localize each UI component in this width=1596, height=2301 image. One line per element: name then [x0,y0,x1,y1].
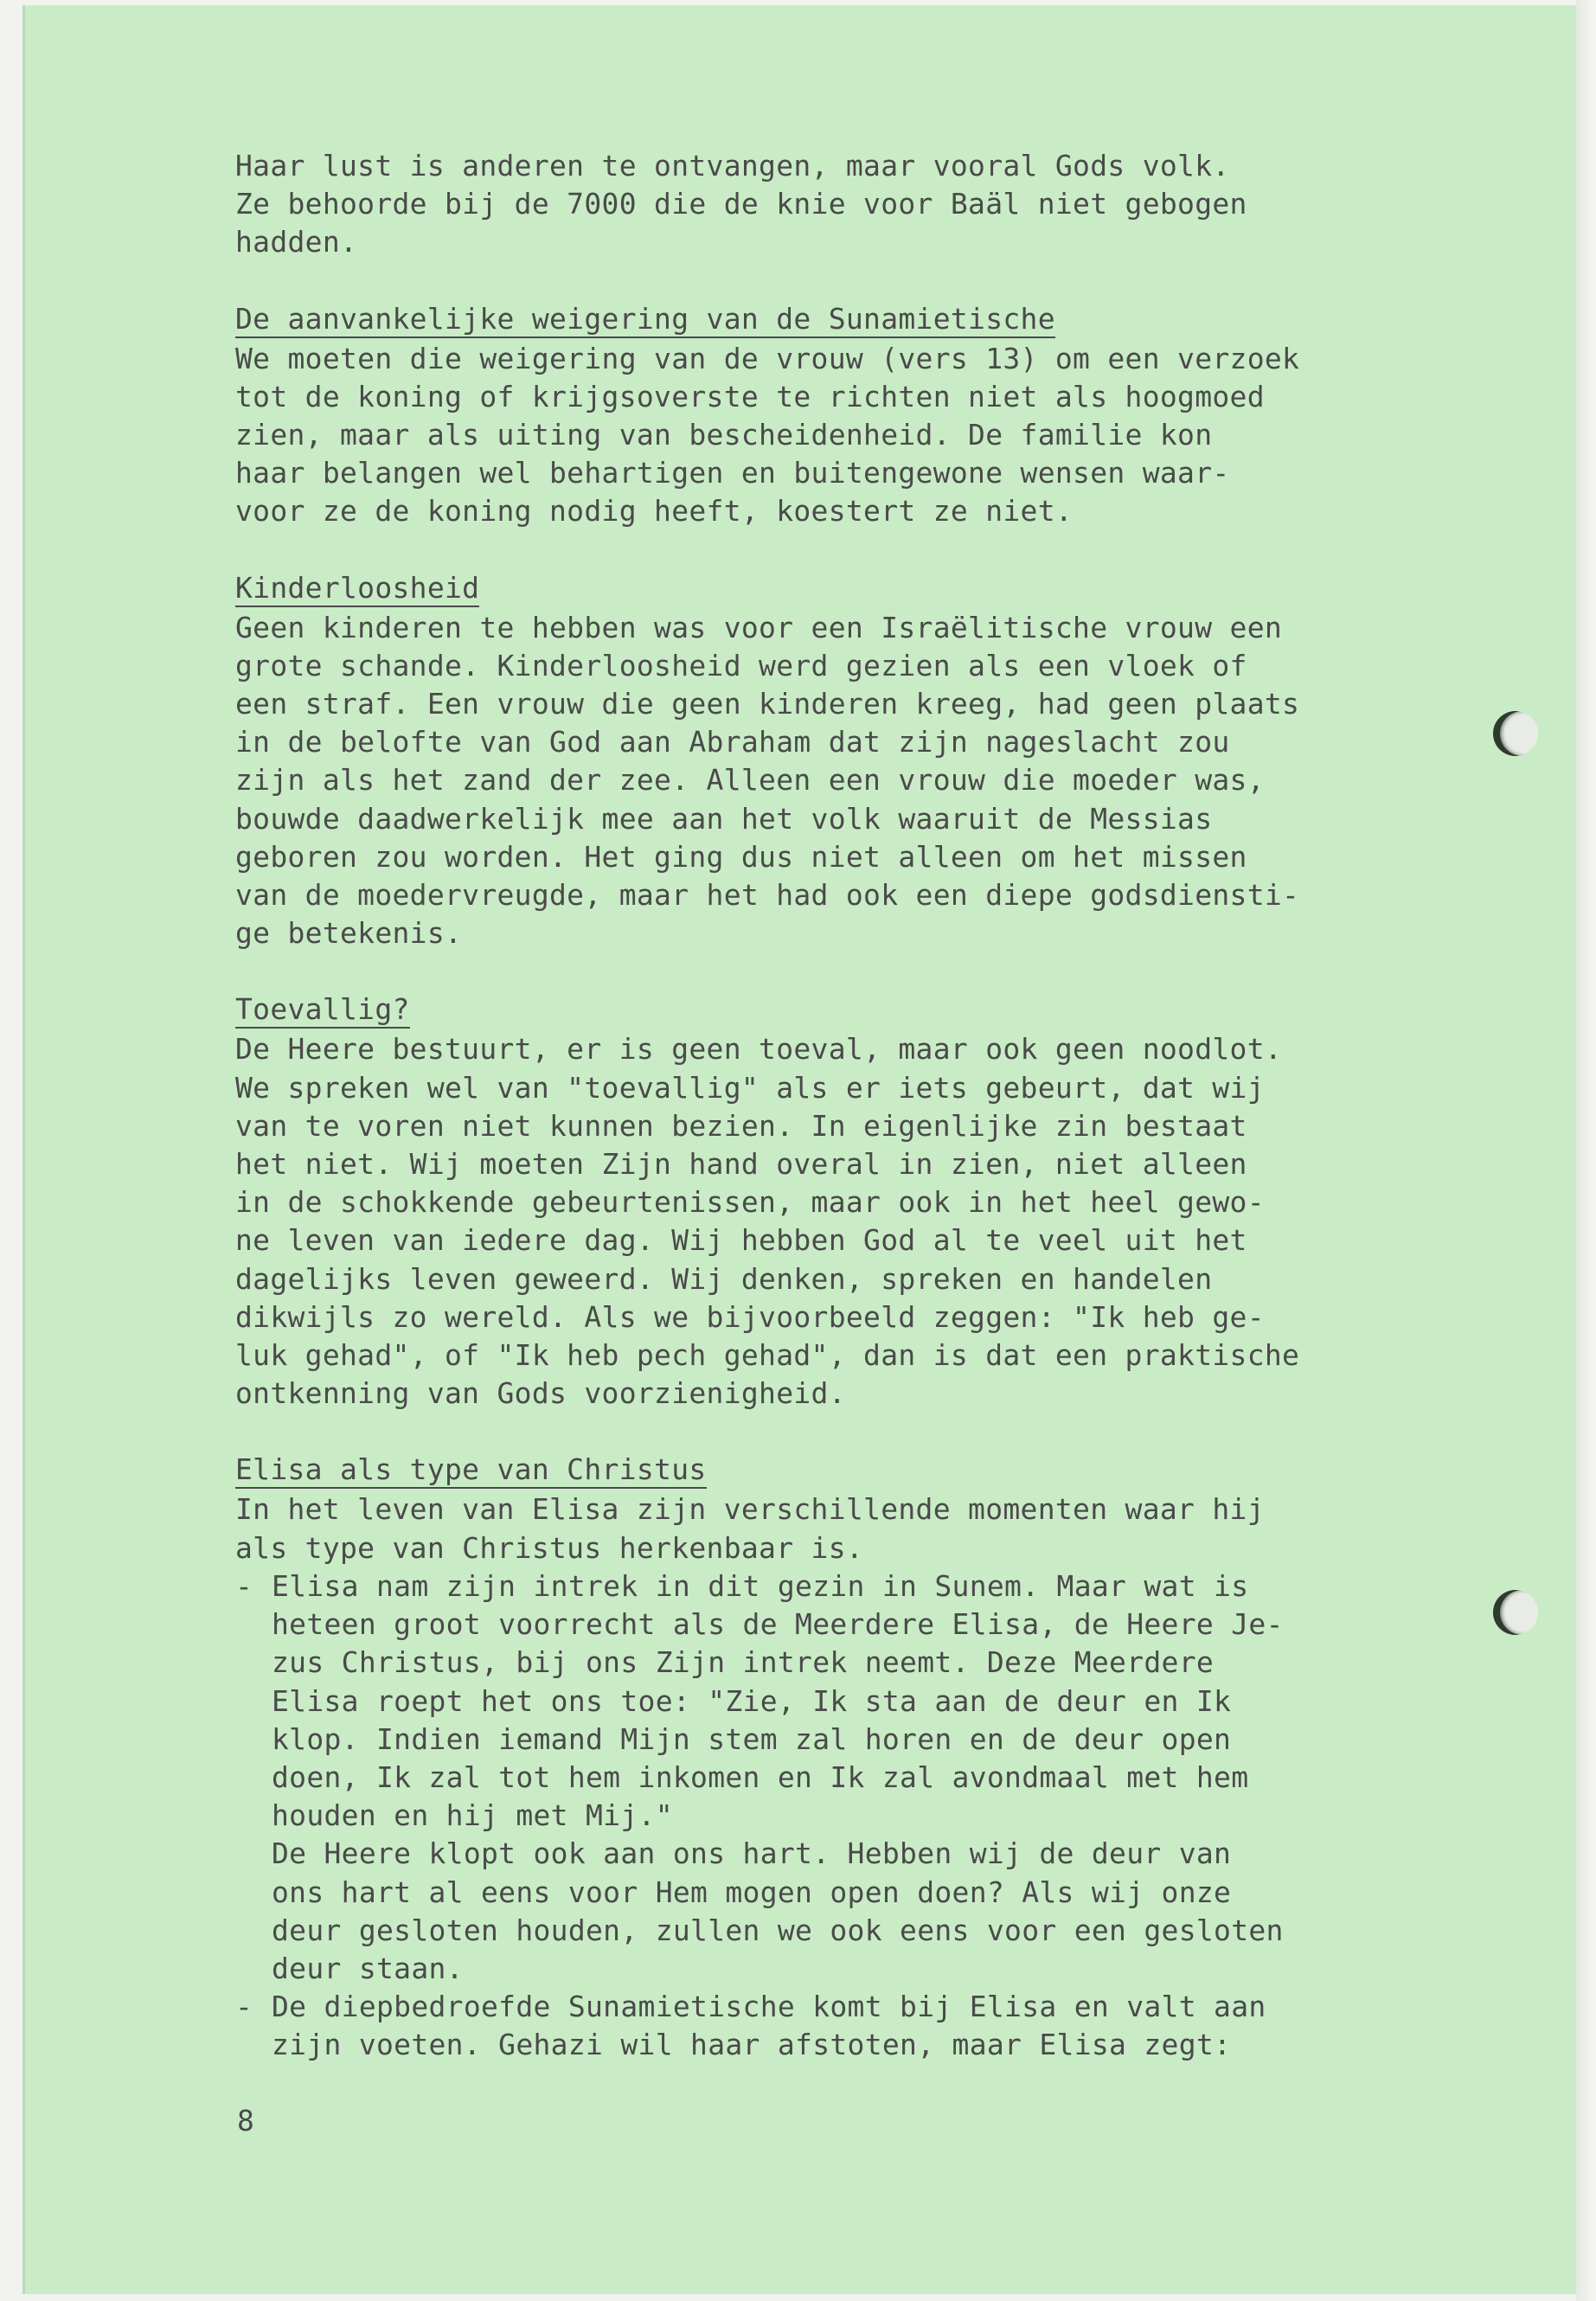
text-line: heteen groot voorrecht als de Meerdere Elisa, de Heere Je- [272,1607,1284,1642]
section-heading: Elisa als type van Christus [235,1452,707,1489]
list-item [235,1567,1446,1835]
text-line: van te voren niet kunnen bezien. In eigenlijke zin bestaat [235,1108,1247,1143]
text-line: zijn als het zand der zee. Alleen een vrouw die moeder was, [235,763,1265,798]
section-paragraph [235,340,1446,531]
text-line: voor ze de koning nodig heeft, koestert ze niet. [235,494,1074,529]
text-line: in de schokkende gebeurtenissen, maar ook in het heel gewo- [235,1185,1265,1220]
text-line: ontkenning van Gods voorzienigheid. [235,1376,846,1411]
document-body [235,147,1446,2065]
text-line: het niet. Wij moeten Zijn hand overal in zien, niet alleen [235,1147,1247,1182]
text-line: De Heere bestuurt, er is geen toeval, maar ook geen noodlot. [235,1032,1283,1067]
list-dash: - [235,1990,253,2024]
text-line: ons hart al eens voor Hem mogen open doen? Als wij onze [272,1875,1232,1909]
text-line: geboren zou worden. Het ging dus niet alleen om het missen [235,839,1247,874]
text-line: Geen kinderen te hebben was voor een Israëlitische vrouw een [235,610,1283,644]
list-sub-paragraph [235,1835,1446,1988]
text-line: haar belangen wel behartigen en buitengewone wensen waar- [235,456,1230,490]
text-line: tot de koning of krijgsoverste te richten niet als hoogmoed [235,379,1265,413]
list-item [235,1988,1446,2064]
text-line: deur gesloten houden, zullen we ook eens voor een gesloten [272,1913,1284,1947]
section-kinderloosheid [235,569,1446,953]
text-line: klop. Indien iemand Mijn stem zal horen en de deur open [272,1721,1232,1756]
text-line: houden en hij met Mij." [272,1798,673,1833]
section-heading: Kinderloosheid [235,571,479,607]
text-line: bouwde daadwerkelijk mee aan het volk waaruit de Messias [235,801,1213,836]
page-number: 8 [237,2104,254,2138]
text-line: Ze behoorde bij de 7000 die de knie voor Baäl niet gebogen [235,187,1247,221]
text-line: dagelijks leven geweerd. Wij denken, spreken en handelen [235,1261,1213,1296]
section-weigering [235,300,1446,531]
section-paragraph [235,609,1446,953]
punch-hole [1493,711,1538,756]
text-line: In het leven van Elisa zijn verschillende momenten waar hij [235,1492,1265,1527]
text-line: ge betekenis. [235,916,463,951]
section-heading: De aanvankelijke weigering van de Sunamietische [235,302,1055,338]
text-line: in de belofte van God aan Abraham dat zijn nageslacht zou [235,725,1230,760]
punch-hole [1493,1590,1538,1635]
text-line: zien, maar als uiting van bescheidenheid. De familie kon [235,418,1213,452]
section-paragraph [235,1030,1446,1413]
text-line: luk gehad", of "Ik heb pech gehad", dan is dat een praktische [235,1338,1300,1373]
intro-paragraph [235,147,1446,262]
text-line: als type van Christus herkenbaar is. [235,1530,864,1565]
text-line: een straf. Een vrouw die geen kinderen kreeg, had geen plaats [235,687,1300,721]
text-line: Haar lust is anderen te ontvangen, maar vooral Gods volk. [235,149,1230,183]
text-line: van de moedervreugde, maar het had ook een diepe godsdiensti- [235,878,1300,913]
text-line: zijn voeten. Gehazi wil haar afstoten, maar Elisa zegt: [272,2028,1232,2062]
text-line: We moeten die weigering van de vrouw (vers 13) om een verzoek [235,341,1300,375]
text-line: De Heere klopt ook aan ons hart. Hebben wij de deur van [272,1836,1232,1871]
page-edge [1576,0,1596,2301]
text-line: doen, Ik zal tot hem inkomen en Ik zal avondmaal met hem [272,1759,1249,1794]
text-line: deur staan. [272,1951,464,1985]
text-line: hadden. [235,225,358,260]
text-line: Elisa nam zijn intrek in dit gezin in Sunem. Maar wat is [272,1568,1249,1603]
section-elisa-type [235,1451,1446,2064]
text-line: Elisa roept het ons toe: "Zie, Ik sta aan de deur en Ik [272,1683,1232,1718]
section-heading: Toevallig? [235,992,410,1029]
text-line: We spreken wel van "toevallig" als er iets gebeurt, dat wij [235,1070,1265,1105]
text-line: ne leven van iedere dag. Wij hebben God al te veel uit het [235,1223,1247,1258]
text-line: De diepbedroefde Sunamietische komt bij Elisa en valt aan [272,1990,1266,2024]
text-line: dikwijls zo wereld. Als we bijvoorbeeld zeggen: "Ik heb ge- [235,1299,1265,1334]
list-dash: - [235,1568,253,1603]
section-toevallig [235,990,1446,1413]
text-line: zus Christus, bij ons Zijn intrek neemt. Deze Meerdere [272,1645,1215,1680]
text-line: grote schande. Kinderloosheid werd gezien als een vloek of [235,648,1247,683]
section-paragraph [235,1490,1446,1567]
